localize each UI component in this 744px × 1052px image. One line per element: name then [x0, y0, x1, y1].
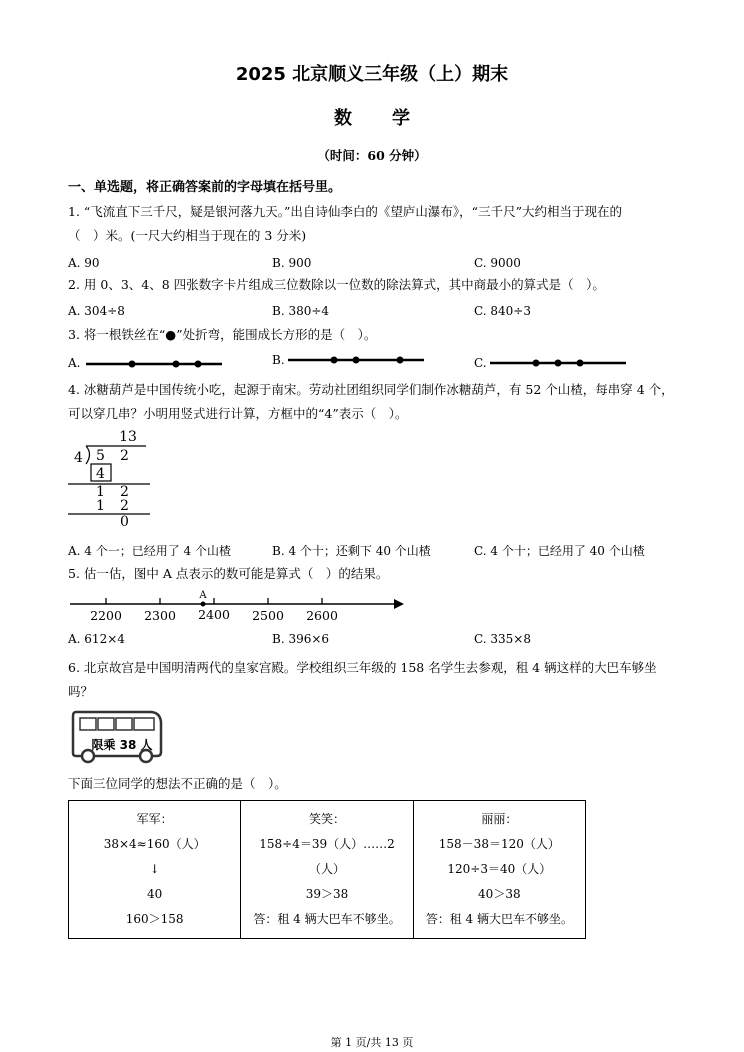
wire-c-bend-3	[577, 360, 584, 367]
student-line: 答：租 4 辆大巴车不够坐。	[425, 912, 573, 926]
number-line-arrow	[394, 599, 404, 609]
point-a-marker	[201, 602, 206, 607]
question-2: 2. 用 0、3、4、8 四张数字卡片组成三位数除以一位数的除法算式，其中商最小的算式是（ ）。	[68, 277, 605, 292]
wire-b-diagram	[288, 352, 428, 368]
question-3: 3. 将一根铁丝在“●”处折弯，能围成长方形的是（ ）。	[68, 327, 377, 342]
axis-label-2400: 2400	[198, 607, 230, 622]
student-line: 40	[147, 887, 163, 901]
student-line: 答：租 4 辆大巴车不够坐。	[253, 912, 401, 926]
student-line: （人）	[308, 862, 345, 876]
wire-c-bend-2	[555, 360, 562, 367]
question-1-line1: 1. “飞流直下三千尺，疑是银河落九天。”出自诗仙李白的《望庐山瀑布》，“三千尺”大约相当于现在的	[68, 204, 622, 219]
bus-window-1	[80, 718, 96, 730]
q5-option-b: B. 396×6	[272, 632, 330, 646]
wire-a-bend-1	[129, 361, 136, 368]
point-a-label: A	[199, 590, 207, 601]
question-6-prompt: 下面三位同学的想法不正确的是（ ）。	[68, 776, 287, 791]
student-line: 39＞38	[305, 887, 349, 901]
division-dividend-5: 5	[96, 448, 105, 464]
wire-b-bend-1	[331, 357, 338, 364]
wire-b-bend-3	[397, 357, 404, 364]
q2-option-c: C. 840÷3	[474, 304, 531, 318]
subject-title: 数学	[334, 108, 450, 129]
q2-option-a: A. 304÷8	[68, 304, 125, 318]
q1-option-b: B. 900	[272, 256, 312, 270]
division-step3-2: 2	[120, 498, 129, 514]
exam-title: 2025 北京顺义三年级（上）期末	[235, 64, 509, 85]
q4-option-a: A. 4 个一；已经用了 4 个山楂	[68, 544, 232, 558]
bus-capacity-sign: 限乘 38 人	[91, 738, 153, 752]
question-4	[68, 378, 690, 426]
wire-c-diagram	[490, 355, 630, 371]
q5-option-a: A. 612×4	[68, 632, 125, 646]
axis-label-2300: 2300	[144, 608, 176, 623]
student-name: 军军：	[136, 812, 173, 826]
student-xiaoxiao-cell	[241, 801, 413, 939]
axis-label-2600: 2600	[306, 608, 338, 623]
wire-a-bend-3	[195, 361, 202, 368]
q3-option-a: A.	[68, 356, 81, 370]
question-4-line1: 4. 冰糖葫芦是中国传统小吃，起源于南宋。劳动社团组织同学们制作冰糖葫芦，有 52 个山楂，每串穿 4 个，	[68, 382, 674, 397]
wire-a-bend-2	[173, 361, 180, 368]
wire-b-bend-2	[353, 357, 360, 364]
division-step2-1: 1	[96, 484, 105, 500]
division-step2-2: 2	[120, 484, 129, 500]
student-line: 38×4≈160（人）	[103, 837, 206, 851]
q3-option-c: C.	[474, 356, 487, 370]
student-lili-cell	[413, 801, 585, 939]
division-divisor: 4	[74, 450, 83, 466]
bus-window-3	[116, 718, 132, 730]
division-step3-1: 1	[96, 498, 105, 514]
question-1-line2: （ ）米。(一尺大约相当于现在的 3 分米)	[68, 228, 307, 243]
exam-time: （时间：60 分钟）	[317, 148, 427, 163]
student-name: 笑笑：	[308, 812, 345, 826]
student-line: 158÷4＝39（人）……2	[259, 837, 395, 851]
wire-a-diagram	[86, 356, 226, 372]
axis-label-2200: 2200	[90, 608, 122, 623]
student-junjun-cell	[69, 801, 241, 939]
q5-option-c: C. 335×8	[474, 632, 531, 646]
number-line	[68, 588, 408, 624]
question-5: 5. 估一估，图中 A 点表示的数可能是算式（ ）的结果。	[68, 566, 389, 581]
bus-illustration	[70, 708, 166, 764]
q4-option-b: B. 4 个十；还剩下 40 个山楂	[272, 544, 431, 558]
division-remainder: 0	[120, 514, 129, 530]
q2-option-b: B. 380÷4	[272, 304, 330, 318]
question-1	[68, 200, 690, 248]
q3-option-b: B.	[272, 353, 285, 367]
question-4-line2: 可以穿几串？小明用竖式进行计算，方框中的“4”表示（ ）。	[68, 406, 408, 421]
bus-window-4	[134, 718, 154, 730]
section-heading: 一、单选题，将正确答案前的字母填在括号里。	[68, 180, 342, 195]
student-line: 160＞158	[125, 912, 184, 926]
page-footer: 第 1 页/共 13 页	[330, 1036, 414, 1049]
student-line: 120÷3＝40（人）	[447, 862, 552, 876]
student-ideas-table	[68, 800, 586, 939]
division-bracket	[86, 446, 90, 464]
student-line: ↓	[149, 862, 160, 876]
wire-c-bend-1	[533, 360, 540, 367]
division-quotient-1: 1	[119, 429, 128, 445]
q4-option-c: C. 4 个十；已经用了 40 个山楂	[474, 544, 645, 558]
bus-window-2	[98, 718, 114, 730]
division-quotient-3: 3	[128, 429, 137, 445]
q1-option-a: A. 90	[68, 256, 100, 270]
division-dividend-2: 2	[120, 448, 129, 464]
student-line: 158－38＝120（人）	[438, 837, 560, 851]
question-6-line2: 吗？	[68, 684, 94, 699]
q1-option-c: C. 9000	[474, 256, 521, 270]
student-line: 40＞38	[478, 887, 521, 901]
table-row	[69, 801, 586, 939]
question-6	[68, 656, 690, 704]
student-name: 丽丽：	[481, 812, 518, 826]
axis-label-2500: 2500	[252, 608, 284, 623]
long-division	[60, 424, 160, 530]
division-boxed-4: 4	[96, 466, 105, 482]
question-6-line1: 6. 北京故宫是中国明清两代的皇家宫殿。学校组织三年级的 158 名学生去参观，租 4 辆这样的大巴车够坐	[68, 660, 657, 675]
